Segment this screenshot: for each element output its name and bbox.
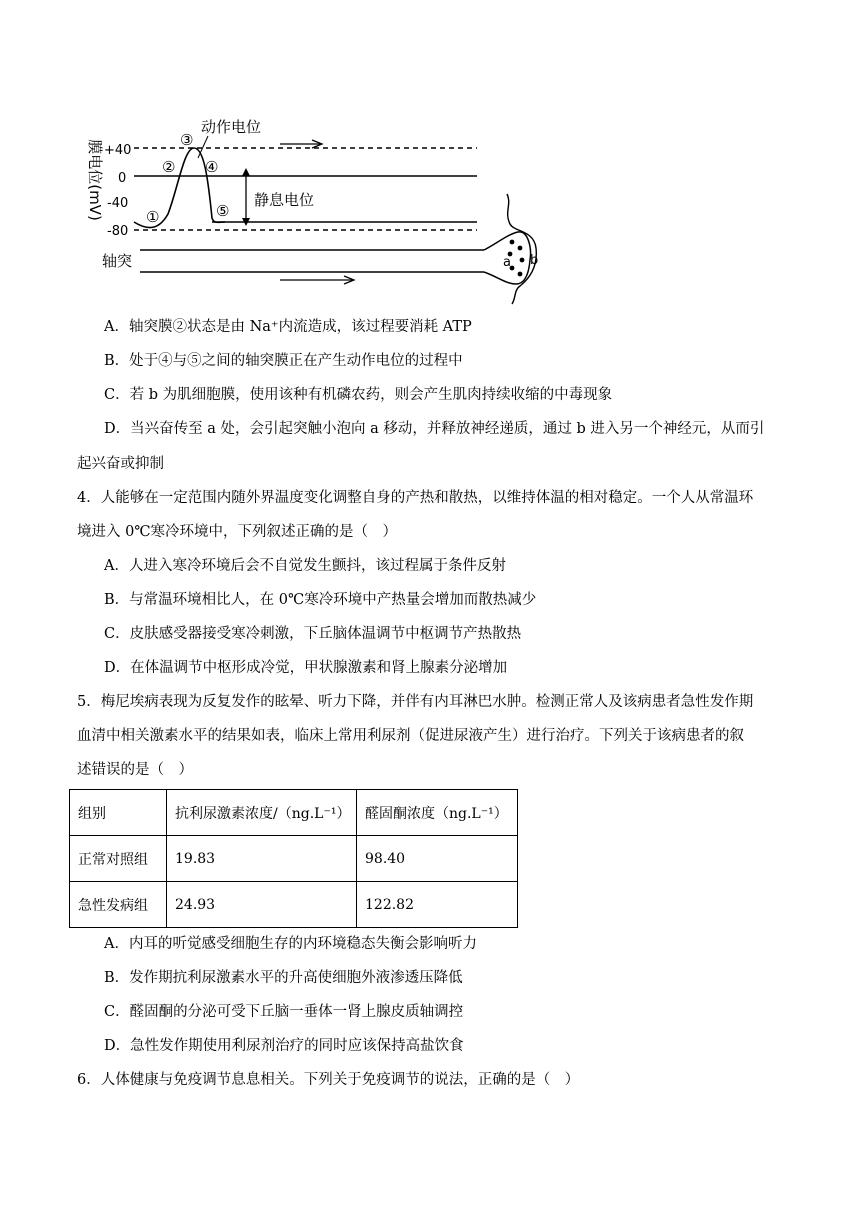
q3-option-c: C．若 b 为肌细胞膜，使用该种有机磷农药，则会产生肌肉持续收缩的中毒现象	[104, 387, 613, 403]
table-cell: 98.40	[357, 836, 518, 882]
table-cell: 正常对照组	[70, 836, 167, 882]
table-header-cell: 抗利尿激素浓度/（ng.L⁻¹）	[167, 790, 357, 836]
resting-arrow-head-top	[242, 168, 250, 176]
marker-5: ⑤	[216, 202, 230, 220]
table-cell: 122.82	[357, 882, 518, 928]
vesicle	[518, 246, 523, 251]
q5-option-a: A．内耳的听觉感受细胞生存的内环境稳态失衡会影响听力	[104, 936, 477, 952]
table-cell: 急性发病组	[70, 882, 167, 928]
marker-2: ②	[162, 158, 176, 176]
y-axis-label: 膜电位(mV)	[86, 139, 104, 221]
table-header-cell: 组别	[70, 790, 167, 836]
q3-option-a: A．轴突膜②状态是由 Na⁺内流造成，该过程要消耗 ATP	[104, 319, 472, 335]
q4-option-c: C．皮肤感受器接受寒冷刺激，下丘脑体温调节中枢调节产热散热	[104, 626, 522, 642]
q4-stem-line2: 境进入 0℃寒冷环境中，下列叙述正确的是（ ）	[77, 524, 398, 540]
table-row	[70, 836, 518, 882]
label-action-potential: 动作电位	[201, 118, 262, 136]
tick-label-plus40: +40	[104, 143, 132, 158]
table-header-cell: 醛固酮浓度（ng.L⁻¹）	[357, 790, 518, 836]
table-cell: 19.83	[167, 836, 357, 882]
q4-option-d: D．在体温调节中枢形成冷觉，甲状腺激素和肾上腺素分泌增加	[104, 660, 508, 676]
q3-option-d-line2: 起兴奋或抑制	[77, 456, 164, 472]
marker-4: ④	[205, 158, 219, 176]
tick-label-minus80: -80	[107, 224, 129, 239]
q4-option-b: B．与常温环境相比人，在 0℃寒冷环境中产热量会增加而散热减少	[104, 592, 537, 608]
vesicle	[520, 258, 525, 263]
table-cell: 24.93	[167, 882, 357, 928]
q6-stem: 6．人体健康与免疫调节息息相关。下列关于免疫调节的说法，正确的是（ ）	[77, 1072, 580, 1088]
q5-stem-line2: 血清中相关激素水平的结果如表，临床上常用利尿剂（促进尿液产生）进行治疗。下列关于该病患者的叙	[77, 728, 744, 744]
q4-stem-line1: 4．人能够在一定范围内随外界温度变化调整自身的产热和散热，以维持体温的相对稳定。一个人从常温环	[77, 490, 754, 506]
vesicle	[518, 272, 523, 277]
label-axon: 轴突	[102, 252, 133, 270]
q5-stem-line1: 5．梅尼埃病表现为反复发作的眩晕、听力下降，并伴有内耳淋巴水肿。检测正常人及该病患者急性发作期	[77, 694, 754, 710]
q5-option-c: C．醛固酮的分泌可受下丘脑一垂体一肾上腺皮质轴调控	[104, 1004, 464, 1020]
q5-option-b: B．发作期抗利尿激素水平的升高使细胞外液渗透压降低	[104, 970, 463, 986]
q3-option-d-line1: D．当兴奋传至 a 处，会引起突触小泡向 a 移动，并释放神经递质，通过 b 进入另一个神经元，从而引	[104, 421, 765, 437]
tick-label-0: 0	[118, 171, 127, 186]
table-header-row	[70, 790, 518, 836]
q3-option-b: B．处于④与⑤之间的轴突膜正在产生动作电位的过程中	[104, 353, 463, 369]
label-resting-potential: 静息电位	[254, 191, 315, 209]
tick-label-minus40: -40	[107, 196, 129, 211]
table-row	[70, 882, 518, 928]
membrane-potential-diagram	[60, 108, 560, 308]
hormone-table	[69, 789, 518, 928]
q5-stem-line3: 述错误的是（ ）	[77, 762, 193, 778]
q5-option-d: D．急性发作期使用利尿剂治疗的同时应该保持高盐饮食	[104, 1038, 464, 1054]
vesicle	[510, 240, 515, 245]
label-a: a	[503, 255, 511, 270]
label-action-leader	[198, 136, 208, 158]
q4-option-a: A．人进入寒冷环境后会不自觉发生颤抖，该过程属于条件反射	[104, 558, 506, 574]
marker-3: ③	[180, 131, 194, 149]
label-b: b	[530, 253, 539, 268]
marker-1: ①	[146, 208, 160, 226]
